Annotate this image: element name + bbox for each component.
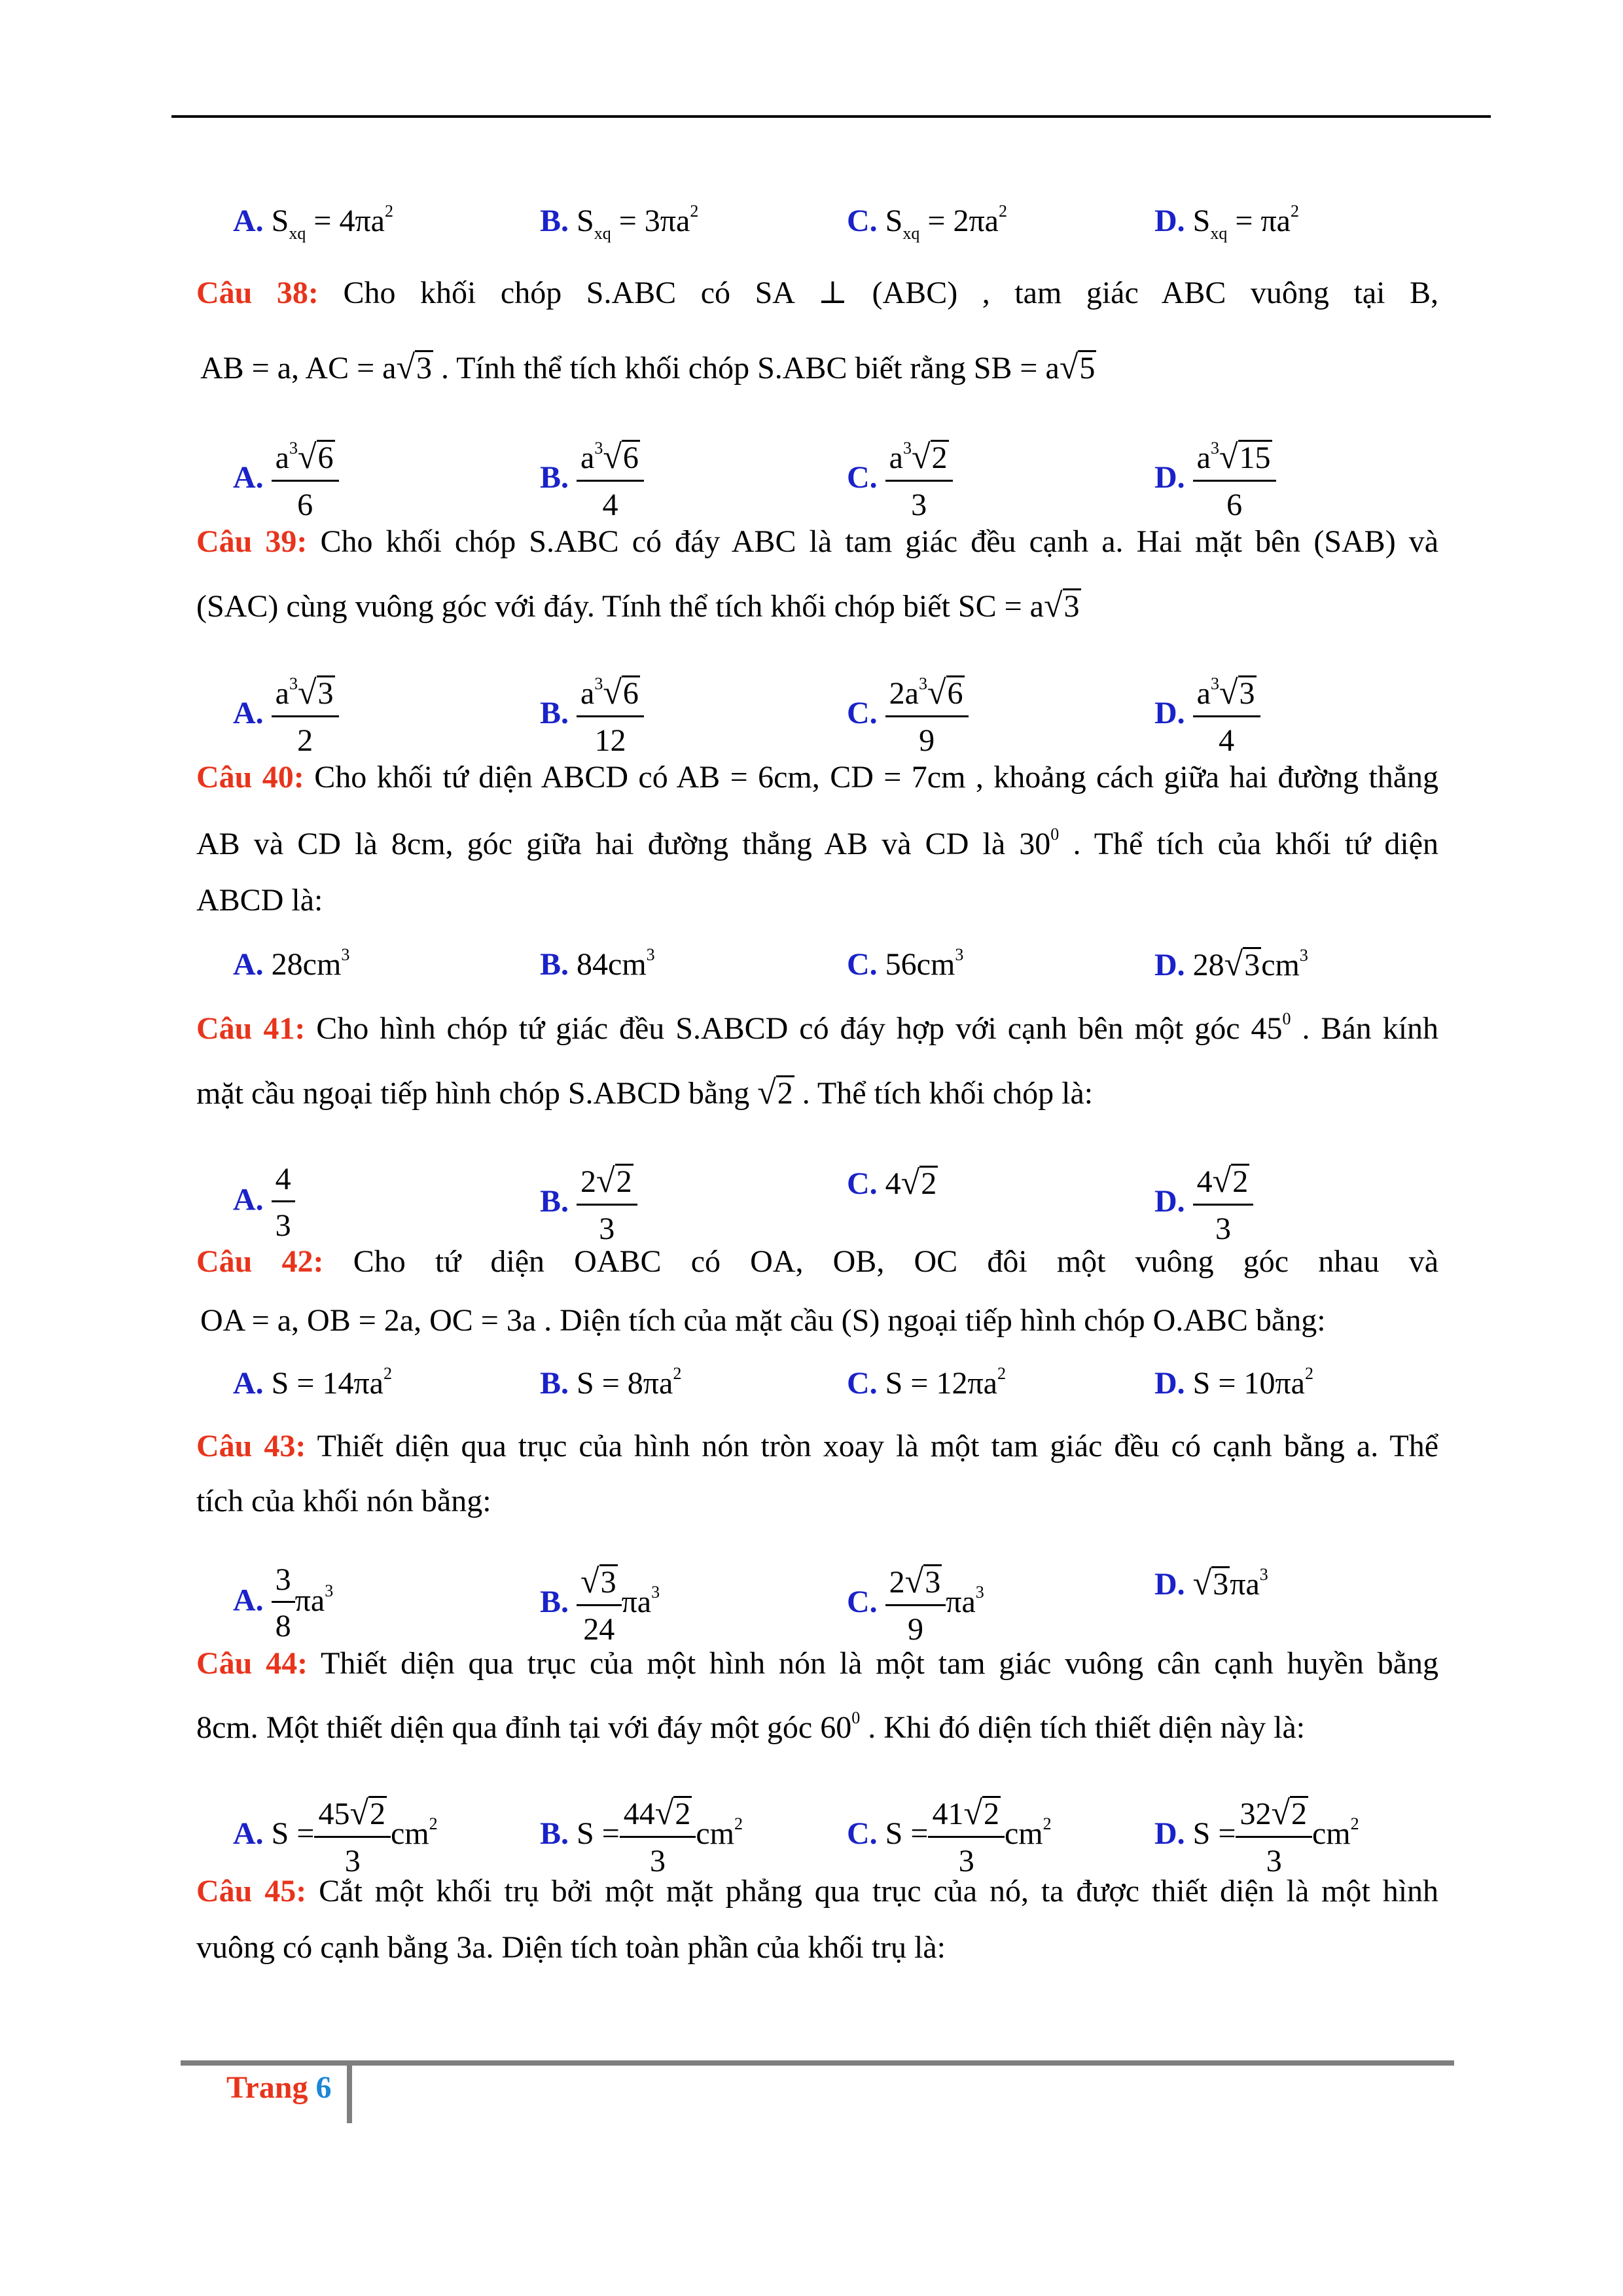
q39-line1: Câu 39: Cho khối chóp S.ABC có đáy ABC là tam giác đều cạnh a. Hai mặt bên (SAB) và: [196, 524, 1439, 559]
q44-option-c[interactable]: C. S = $\frac{41√2}{3}$ $cm^2$: [847, 1795, 1052, 1879]
q40-option-b[interactable]: B. $84cm^3$: [540, 945, 655, 982]
q44-line1: Câu 44: Thiết diện qua trục của một hình nón là một tam giác vuông cân cạnh huyền bằng: [196, 1646, 1439, 1681]
q42-option-c[interactable]: C. $S = 12\pi a^2$: [847, 1364, 1006, 1401]
q39-option-d[interactable]: D. $\frac{a^3√3}{4}$: [1154, 675, 1260, 715]
q37-option-a[interactable]: A. $S_{xq} = 4\pi a^2$: [233, 202, 393, 243]
q43-line2: tích của khối nón bằng:: [196, 1484, 491, 1518]
q43-option-b[interactable]: B. $\frac{√3}{24}$ $\pi a^3$: [540, 1563, 660, 1647]
q41-option-d[interactable]: D. $\frac{4√2}{3}$: [1154, 1164, 1253, 1203]
q42-option-a[interactable]: A. $S = 14\pi a^2$: [233, 1364, 392, 1401]
q40-line2: AB và CD là 8cm, góc giữa hai đường thẳng AB và CD là $30^0$ . Thể tích của khối tứ diện: [196, 825, 1438, 861]
q38-option-a[interactable]: A. $\frac{a^3√6}{6}$: [233, 440, 339, 479]
q40-line3: ABCD là:: [196, 883, 323, 918]
q44-option-a[interactable]: A. S = $\frac{45√2}{3}$ $cm^2$: [233, 1795, 438, 1879]
q41-line2: mặt cầu ngoại tiếp hình chóp S.ABCD bằng √2 . Thể tích khối chóp là:: [196, 1074, 1094, 1111]
q38-option-c[interactable]: C. $\frac{a^3√2}{3}$: [847, 440, 953, 479]
q38-option-b[interactable]: B. $\frac{a^3√6}{4}$: [540, 440, 644, 479]
q42-line2: OA = a, OB = 2a, OC = 3a . Diện tích của mặt cầu (S) ngoại tiếp hình chóp O.ABC bằng:: [200, 1303, 1326, 1338]
q39-line2: (SAC) cùng vuông góc với đáy. Tính thể tích khối chóp biết SC = a√3: [196, 587, 1080, 624]
q41-line1: Câu 41: Cho hình chóp tứ giác đều S.ABCD có đáy hợp với cạnh bên một góc $45^0$ . Bán kính: [196, 1009, 1439, 1046]
q40-line1: Câu 40: Cho khối tứ diện ABCD có AB = 6cm, CD = 7cm , khoảng cách giữa hai đường thẳng: [196, 760, 1439, 795]
q43-option-c[interactable]: C. $\frac{2√3}{9}$ $\pi a^3$: [847, 1563, 984, 1647]
q40-option-a[interactable]: A. $28cm^3$: [233, 945, 350, 982]
q43-line1: Câu 43: Thiết diện qua trục của hình nón tròn xoay là một tam giác đều có cạnh bằng a. Thể: [196, 1429, 1438, 1463]
footer-rule: [181, 2060, 1454, 2066]
q45-line2: vuông có cạnh bằng 3a. Diện tích toàn phần của khối trụ là:: [196, 1930, 946, 1965]
page-number: Trang 6: [226, 2070, 332, 2105]
header-rule: [171, 115, 1491, 118]
q41-option-b[interactable]: B. $\frac{2√2}{3}$: [540, 1164, 637, 1203]
q37-option-c[interactable]: C. $S_{xq} = 2\pi a^2$: [847, 202, 1007, 243]
q40-option-c[interactable]: C. $56cm^3$: [847, 945, 964, 982]
q42-option-d[interactable]: D. $S = 10\pi a^2$: [1154, 1364, 1313, 1401]
q44-option-d[interactable]: D. S = $\frac{32√2}{3}$ $cm^2$: [1154, 1795, 1359, 1879]
q37-option-b[interactable]: B. $S_{xq} = 3\pi a^2$: [540, 202, 699, 243]
q42-line1: Câu 42: Cho tứ diện OABC có OA, OB, OC đôi một vuông góc nhau và: [196, 1244, 1439, 1279]
q44-option-b[interactable]: B. S = $\frac{44√2}{3}$ $cm^2$: [540, 1795, 743, 1879]
q43-option-a[interactable]: A. $\frac{3}{8}$ $\pi a^3$: [233, 1562, 334, 1643]
q41-option-c[interactable]: C. 4√2: [847, 1164, 937, 1202]
q45-line1: Câu 45: Cắt một khối trụ bởi một mặt phẳng qua trục của nó, ta được thiết diện là một hình: [196, 1874, 1439, 1909]
q38-line2: AB = a, AC = a√3 . Tính thể tích khối chóp S.ABC biết rằng SB = a√5: [200, 349, 1096, 386]
q37-option-d[interactable]: D. $S_{xq} = \pi a^2$: [1154, 202, 1299, 243]
q44-line2: 8cm. Một thiết diện qua đỉnh tại với đáy một góc $60^0$ . Khi đó diện tích thiết diện này là:: [196, 1708, 1306, 1745]
footer-divider: [347, 2066, 352, 2123]
q42-option-b[interactable]: B. $S = 8\pi a^2$: [540, 1364, 682, 1401]
q40-option-d[interactable]: D. $28√3cm^3$: [1154, 946, 1308, 983]
q38-line1: Câu 38: Cho khối chóp S.ABC có SA ⊥ (ABC) , tam giác ABC vuông tại B,: [196, 276, 1439, 310]
q39-option-a[interactable]: A. $\frac{a^3√3}{2}$: [233, 675, 339, 715]
q38-option-d[interactable]: D. $\frac{a^3√15}{6}$: [1154, 440, 1276, 479]
q39-option-b[interactable]: B. $\frac{a^3√6}{12}$: [540, 675, 644, 715]
q39-option-c[interactable]: C. $\frac{2a^3√6}{9}$: [847, 675, 969, 715]
q41-option-a[interactable]: A. $\frac{4}{3}$: [233, 1164, 295, 1203]
q43-option-d[interactable]: D. $√3\pi a^3$: [1154, 1565, 1268, 1602]
